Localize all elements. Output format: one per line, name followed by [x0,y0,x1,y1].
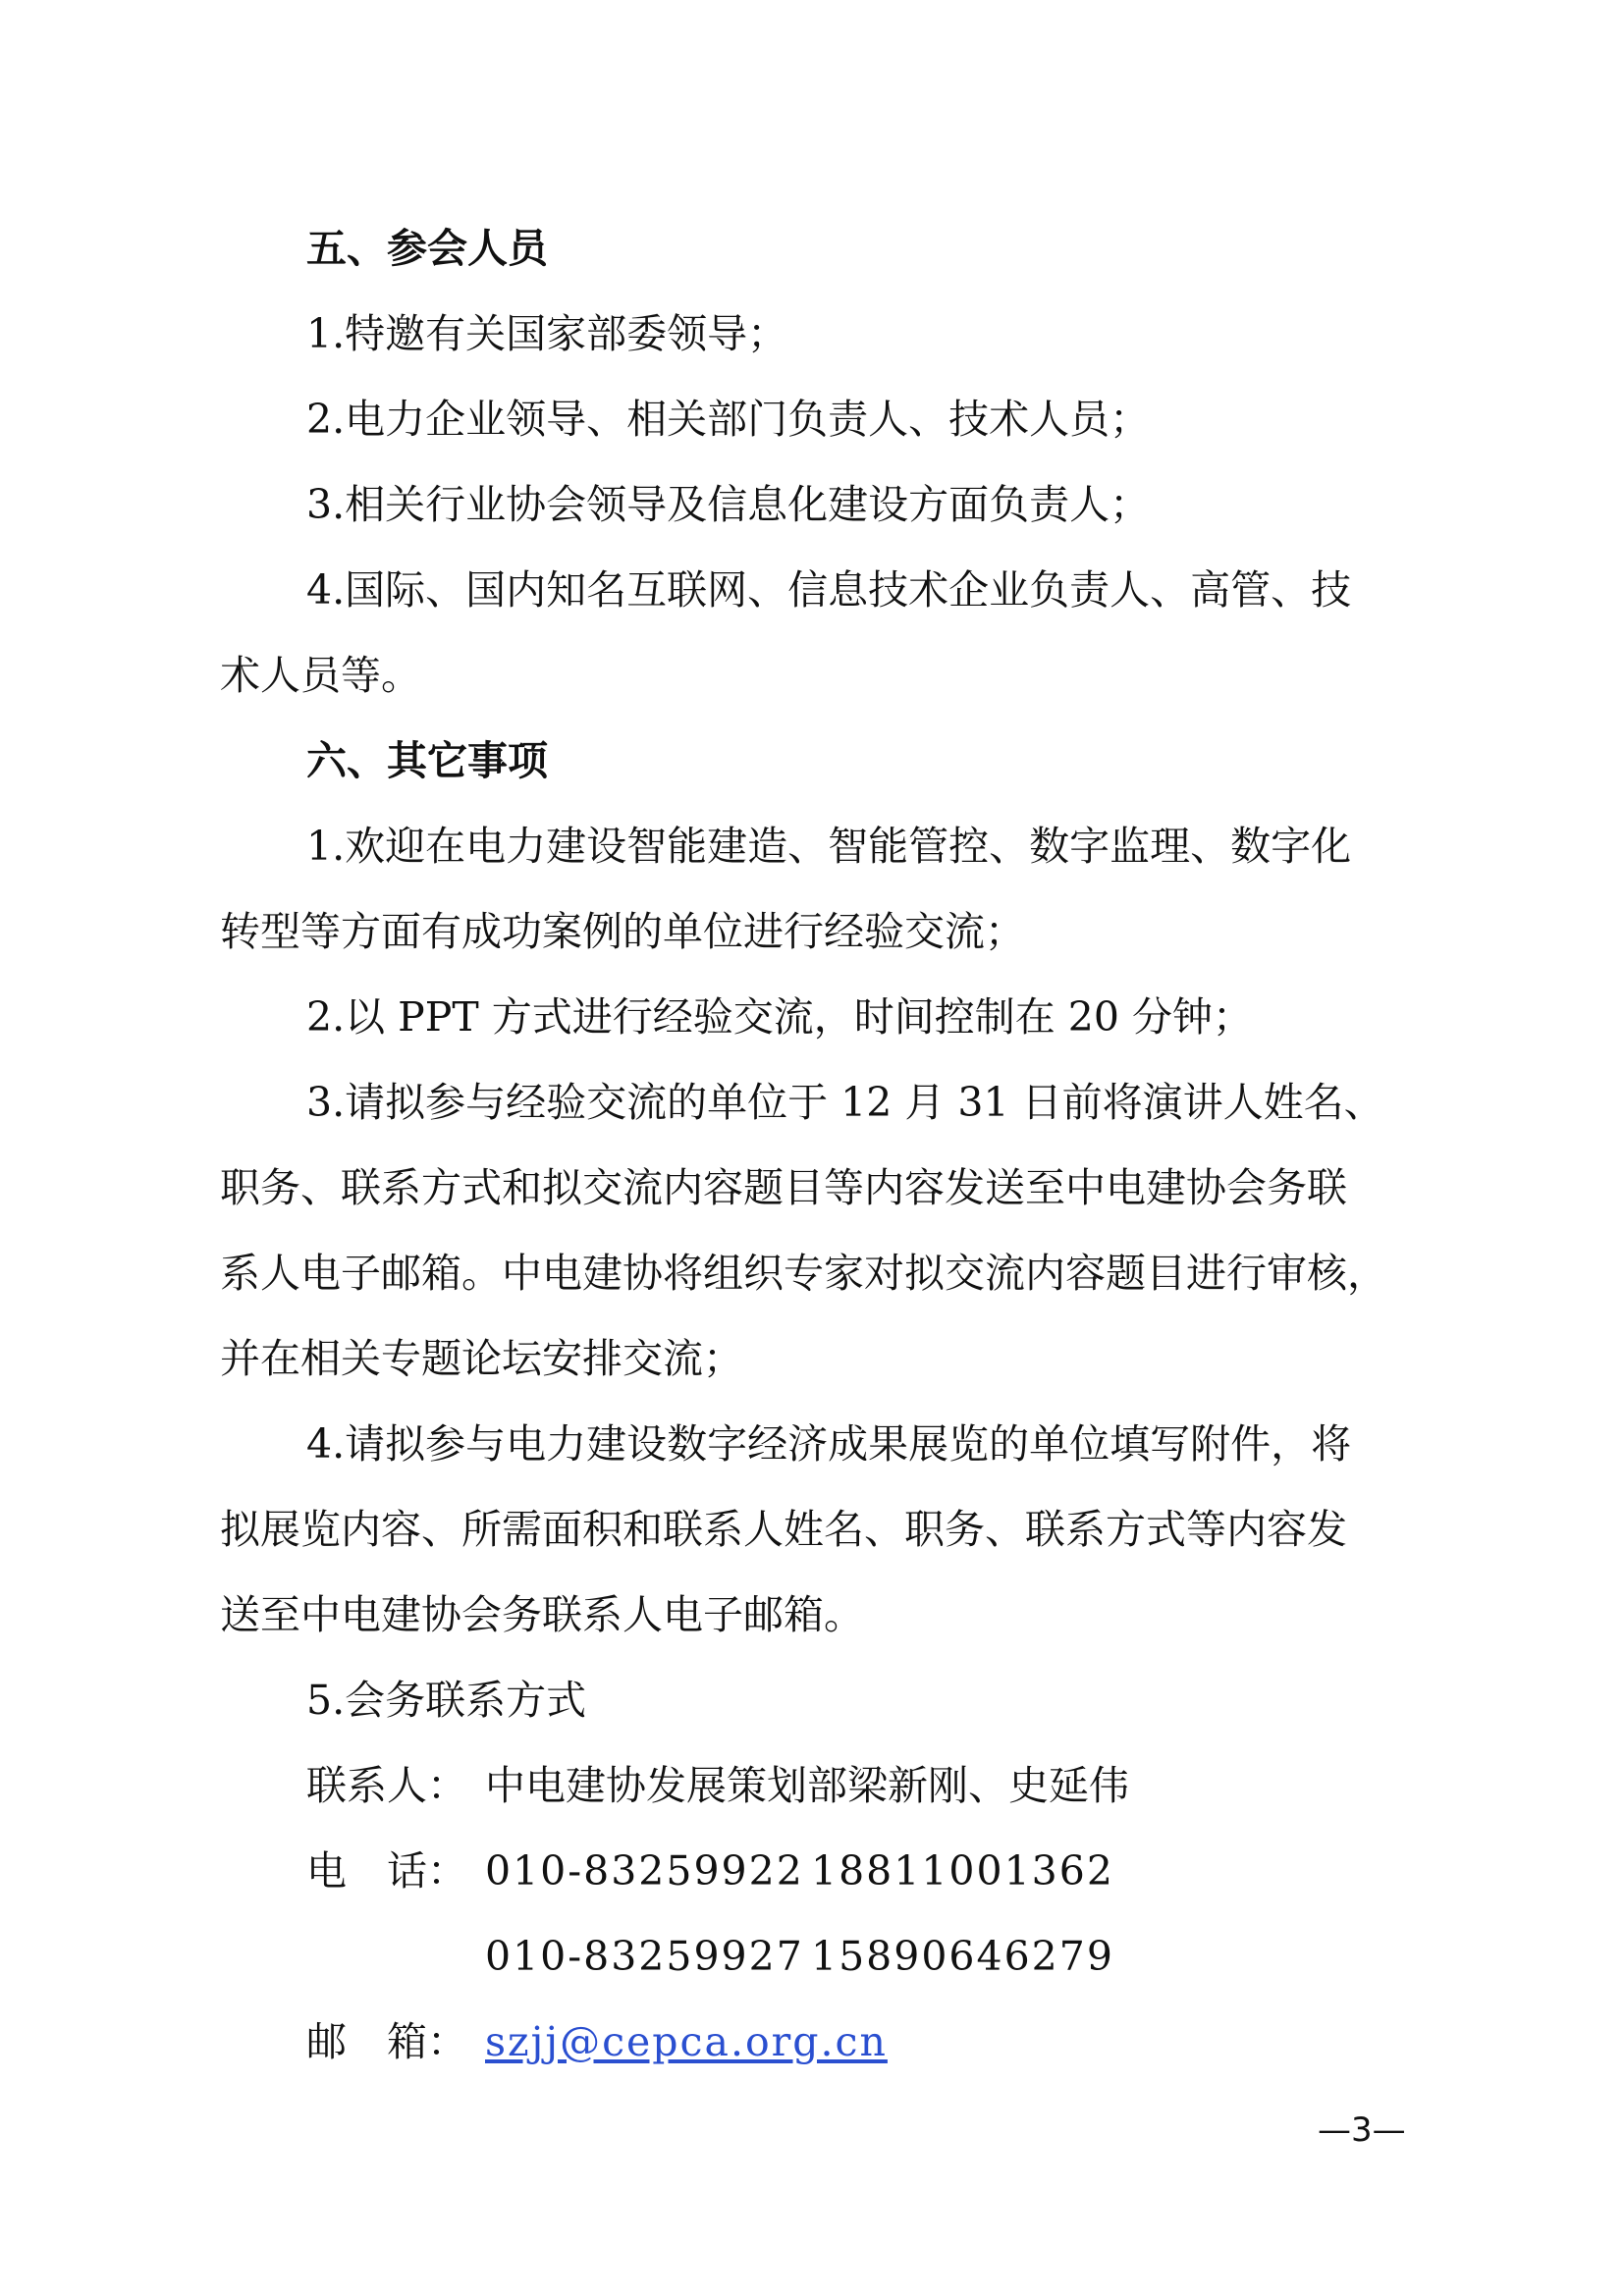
section5-item-1: 1.特邀有关国家部委领导； [306,310,788,357]
section6-item4-line3: 送至中电建协会务联系人电子邮箱。 [220,1591,864,1638]
section5-heading: 五、参会人员 [306,225,548,272]
section6-item3-line3: 系人电子邮箱。中电建协将组织专家对拟交流内容题目进行审核， [220,1250,1387,1297]
section5-item-2: 2.电力企业领导、相关部门负责人、技术人员； [306,396,1151,443]
section6-item1-line1: 1.欢迎在电力建设智能建造、智能管控、数字监理、数字化 [306,823,1352,870]
section5-item-3: 3.相关行业协会领导及信息化建设方面负责人； [306,481,1151,528]
email-link[interactable]: szjj@cepca.org.cn [485,2018,888,2065]
section6-item3-line4: 并在相关专题论坛安排交流； [220,1335,743,1382]
phone2-landline: 010-83259927 [485,1933,804,1980]
contact-person-value: 中电建协发展策划部梁新刚、史延伟 [485,1762,1129,1809]
section5-item-4-line2: 术人员等。 [220,652,421,699]
contact-person-label: 联系人： [306,1762,467,1809]
page-number: —3— [1318,2110,1406,2150]
email-label: 邮 箱： [306,2018,467,2065]
section5-item-4-line1: 4.国际、国内知名互联网、信息技术企业负责人、高管、技 [306,566,1352,614]
section6-item2: 2.以 PPT 方式进行经验交流，时间控制在 20 分钟； [306,993,1253,1041]
phone1-landline: 010-83259922 [485,1847,804,1895]
section6-item1-line2: 转型等方面有成功案例的单位进行经验交流； [220,908,1025,955]
section6-item4-line1: 4.请拟参与电力建设数字经济成果展览的单位填写附件，将 [306,1420,1352,1468]
section6-item4-line2: 拟展览内容、所需面积和联系人姓名、职务、联系方式等内容发 [220,1506,1347,1553]
section6-item3-line2: 职务、联系方式和拟交流内容题目等内容发送至中电建协会务联 [220,1164,1347,1211]
phone1-mobile: 18811001362 [811,1847,1114,1895]
phone2-mobile: 15890646279 [811,1933,1114,1980]
phone-label: 电 话： [306,1847,467,1895]
section6-item5: 5.会务联系方式 [306,1677,587,1724]
section6-item3-line1: 3.请拟参与经验交流的单位于 12 月 31 日前将演讲人姓名、 [306,1079,1384,1126]
section6-heading: 六、其它事项 [306,737,548,784]
